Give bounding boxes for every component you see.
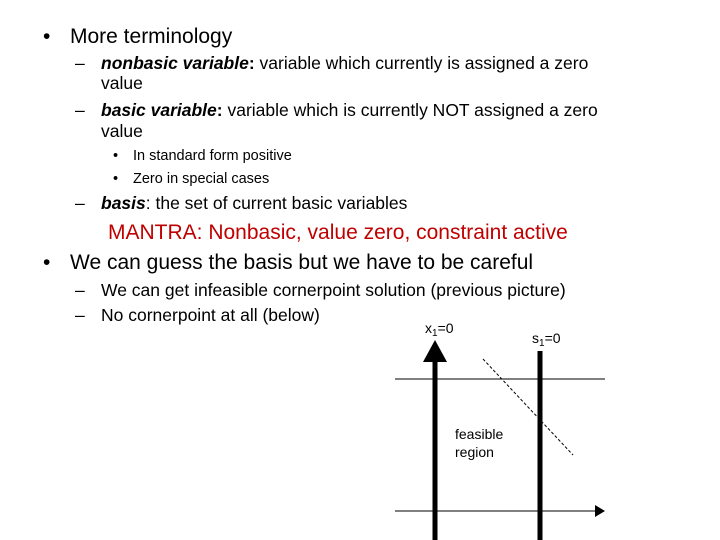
- dash-marker: –: [75, 100, 85, 120]
- feasible-region-label-line2: region: [455, 444, 494, 460]
- basic-colon: :: [216, 100, 223, 120]
- bullet-marker: •: [113, 171, 119, 187]
- feasible-region-label-line1: feasible: [455, 426, 504, 442]
- nonbasic-colon: :: [248, 53, 255, 73]
- dash-marker: –: [75, 53, 85, 73]
- guess-basis-text: We can guess the basis but we have to be careful: [70, 251, 534, 274]
- basic-def-line2: value: [101, 121, 143, 141]
- mantra-text: MANTRA: Nonbasic, value zero, constraint active: [108, 221, 568, 244]
- basic-definition: [101, 102, 598, 120]
- bullet-marker: •: [113, 148, 119, 164]
- s1-label: $s_1=0$: [532, 330, 561, 349]
- basic-term: basic variable: [101, 100, 217, 120]
- basis-definition: [101, 195, 407, 213]
- basis-def: : the set of current basic variables: [145, 193, 408, 213]
- nonbasic-def-line2: value: [101, 73, 143, 93]
- dash-marker: –: [75, 280, 85, 300]
- sub-item-special-cases: Zero in special cases: [133, 171, 270, 187]
- bullet-marker: •: [43, 251, 51, 274]
- x1-arrow-head: [423, 340, 447, 362]
- sub-item-infeasible: We can get infeasible cornerpoint solution (previous picture): [101, 280, 566, 300]
- basic-def-line1: variable which is currently NOT assigned a zero: [222, 100, 598, 120]
- right-arrow-head: [595, 505, 605, 517]
- dash-marker: –: [75, 305, 85, 325]
- basis-term: basis: [101, 193, 146, 213]
- nonbasic-definition: [101, 55, 588, 73]
- bullet-marker: •: [43, 25, 51, 48]
- constraint-diagram: [395, 315, 720, 540]
- dash-marker: –: [75, 193, 85, 213]
- nonbasic-term: nonbasic variable: [101, 53, 249, 73]
- nonbasic-def-line1: variable which currently is assigned a zero: [254, 53, 589, 73]
- x1-label: $x_1=0$: [425, 320, 454, 339]
- sub-item-no-cornerpoint: No cornerpoint at all (below): [101, 305, 320, 325]
- heading-more-terminology: More terminology: [70, 25, 233, 48]
- sub-item-standard-form: In standard form positive: [133, 148, 292, 164]
